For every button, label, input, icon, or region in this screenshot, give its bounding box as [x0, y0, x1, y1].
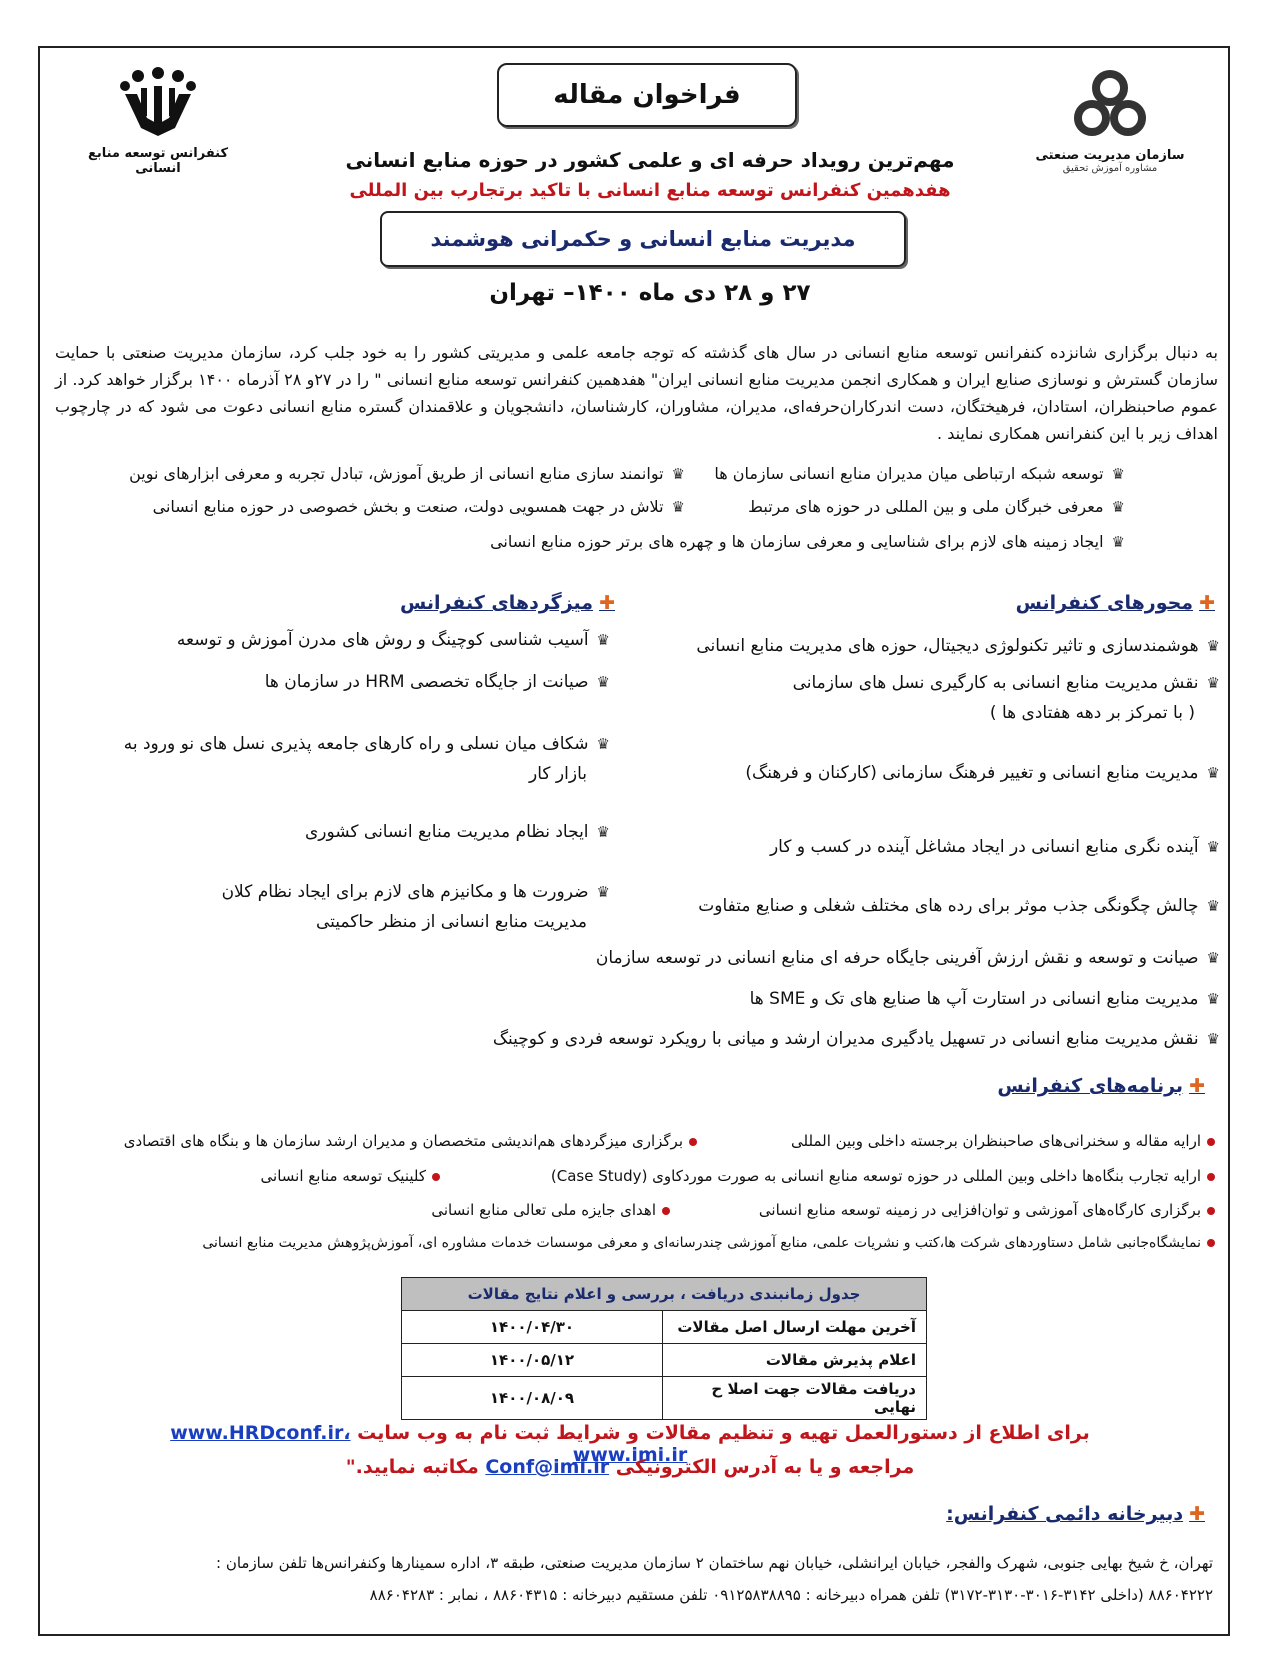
bullet-icon: ♛ [596, 631, 610, 649]
schedule-date: ۱۴۰۰/۰۴/۳۰ [402, 1311, 663, 1344]
schedule-date: ۱۴۰۰/۰۵/۱۲ [402, 1344, 663, 1377]
bullet-icon: ♛ [1206, 764, 1220, 782]
programs-heading: ✚برنامه‌های کنفرانس [997, 1075, 1205, 1097]
bullet-dot-icon [1207, 1207, 1215, 1215]
goal-item: ♛توانمند سازی منابع انسانی از طریق آموزش، تبادل تجربه و معرفی ابزارهای نوین [129, 464, 685, 483]
panel-item-cont: مدیریت منابع انسانی از منظر حاکمیتی [315, 912, 587, 932]
table-row [402, 1377, 927, 1420]
axes-heading: ✚محورهای کنفرانس [1015, 592, 1215, 614]
panel-item: ♛آسیب شناسی کوچینگ و روش های مدرن آموزش و توسعه [176, 630, 610, 650]
program-item: ارایه تجارب بنگاه‌ها داخلی وبین المللی در حوزه توسعه منابع انسانی به صورت موردکاوی (Case Study) [551, 1167, 1215, 1185]
conference-logo [68, 66, 248, 176]
headline: مهم‌ترین رویداد حرفه ای و علمی کشور در حوزه منابع انسانی [345, 148, 955, 172]
table-row [402, 1344, 927, 1377]
axis-item: ♛مدیریت منابع انسانی در استارت آپ ها صنایع های تک و SME ها [749, 989, 1220, 1009]
bullet-icon: ♛ [596, 673, 610, 691]
bullet-icon: ♛ [1206, 990, 1220, 1008]
panel-item: ♛ضرورت ها و مکانیزم های لازم برای ایجاد نظام کلان [221, 882, 610, 902]
plus-icon: ✚ [599, 592, 615, 614]
panel-item: ♛شکاف میان نسلی و راه کارهای جامعه پذیری نسل های نو ورود به [123, 734, 610, 754]
axis-item: ♛هوشمندسازی و تاثیر تکنولوژی دیجیتال، حوزه های مدیریت منابع انسانی [696, 636, 1220, 656]
program-item: اهدای جایزه ملی تعالی منابع انسانی [431, 1201, 670, 1219]
bullet-icon: ♛ [1206, 1030, 1220, 1048]
conference-date: ۲۷ و ۲۸ دی ماه ۱۴۰۰– تهران [489, 280, 811, 306]
bullet-dot-icon [432, 1173, 440, 1181]
plus-icon: ✚ [1189, 1503, 1205, 1525]
imi-logo [1020, 70, 1200, 174]
bullet-icon: ♛ [596, 823, 610, 841]
bullet-icon: ♛ [1111, 498, 1125, 516]
schedule-label: دریافت مقالات جهت اصلا ح نهایی [663, 1377, 927, 1420]
bullet-icon: ♛ [1111, 465, 1125, 483]
conference-logo-caption: کنفرانس توسعه منابع انسانی [87, 146, 229, 176]
plus-icon: ✚ [1189, 1075, 1205, 1097]
program-item: کلینیک توسعه منابع انسانی [261, 1167, 440, 1185]
schedule-table [401, 1277, 927, 1420]
axis-item: ♛نقش مدیریت منابع انسانی در تسهیل یادگیری مدیران ارشد و میانی با رویکرد توسعه فردی و کوچینگ [492, 1029, 1220, 1049]
panel-item: ♛صیانت از جایگاه تخصصی HRM در سازمان ها [264, 672, 610, 692]
bullet-icon: ♛ [671, 465, 685, 483]
panel-item-cont: بازار کار [529, 764, 587, 784]
secretariat-phones: ۸۸۶۰۴۲۲۲ (داخلی ۳۱۴۲-۳۰۱۶-۳۱۳۰-۳۱۷۲) تلفن همراه دبیرخانه : ۰۹۱۲۵۸۳۸۸۹۵ تلفن مستقیم دبیرخانه : ۸۸۶۰۴۳۱۵ ، نمابر : ۸۸۶۰۴۲۸۳ [369, 1586, 1213, 1604]
bullet-icon: ♛ [596, 735, 610, 753]
axis-item: ♛صیانت و توسعه و نقش ارزش آفرینی جایگاه حرفه ای منابع انسانی در توسعه سازمان [595, 948, 1220, 968]
bullet-icon: ♛ [1206, 637, 1220, 655]
conference-theme: مدیریت منابع انسانی و حکمرانی هوشمند [380, 211, 906, 267]
bullet-dot-icon [1207, 1239, 1215, 1247]
page-title: فراخوان مقاله [497, 63, 797, 127]
imi-logo-icon [1070, 70, 1150, 142]
bullet-dot-icon [1207, 1138, 1215, 1146]
bullet-icon: ♛ [671, 498, 685, 516]
goal-item: ♛ایجاد زمینه های لازم برای شناسایی و معرفی سازمان ها و چهره های برتر حوزه منابع انسانی [490, 532, 1125, 551]
axis-item: ♛مدیریت منابع انسانی و تغییر فرهنگ سازمانی (کارکنان و فرهنگ) [745, 763, 1220, 783]
axis-item: ♛نقش مدیریت منابع انسانی به کارگیری نسل های سازمانی [792, 673, 1220, 693]
panels-heading: ✚میزگردهای کنفرانس [399, 592, 615, 614]
bullet-dot-icon [662, 1207, 670, 1215]
axis-item-note: ( با تمرکز بر دهه هفتادی ها ) [989, 703, 1195, 723]
intro-paragraph: به دنبال برگزاری شانزده کنفرانس توسعه منابع انسانی در سال های گذشته که توجه جامعه علمی و مدیریتی کشور را به خود جلب کرد، سازمان مدیریت صنعتی با حمایت سازمان گسترش و نوسازی صنایع ایران و همکاری انجمن مدیریت منابع انسانی ایران" هفدهمین کنفرانس توسعه منابع انسانی " را در ۲۷و ۲۸ آذرماه ۱۴۰۰ برگزار خواهد کرد. از عموم صاحبنظران، استادان، فرهیختگان، دست اندرکاران‌حرفه‌ای، مدیران، مشاوران، کارشناسان، دانشجویان و علاقمندان گستره منابع انسانی دعوت می شود که در چارچوب اهداف زیر با این کنفرانس همکاری نمایند . [55, 343, 1219, 443]
bullet-icon: ♛ [1206, 838, 1220, 856]
table-row [402, 1311, 927, 1344]
panel-item: ♛ایجاد نظام مدیریت منابع انسانی کشوری [304, 822, 610, 842]
website-link[interactable]: www.HRDconf.ir، www.imi.ir [170, 1422, 688, 1466]
contact-line-2: مراجعه و یا به آدرس الکترونیکی Conf@imi.ir مکاتبه نمایید." [345, 1456, 915, 1478]
program-item: برگزاری کارگاه‌های آموزشی و توان‌افزایی در زمینه توسعه منابع انسانی [759, 1201, 1215, 1219]
bullet-icon: ♛ [1206, 674, 1220, 692]
program-item: نمایشگاه‌جانبی شامل دستاوردهای شرکت ها،کتب و نشریات علمی، منابع آموزشی چندرسانه‌ای و معرفی موسسات خدمات مشاوره ای، آموزش‌پژوهش مدیریت منابع انسانی [202, 1235, 1215, 1251]
hrd-logo-icon [113, 66, 203, 140]
axis-item: ♛چالش چگونگی جذب موثر برای رده های مختلف شغلی و صنایع متفاوت [698, 896, 1220, 916]
secretariat-address: تهران، خ شیخ بهایی جنوبی، شهرک والفجر، خیابان ایرانشلی، خیابان نهم ساختمان ۲ سازمان مدیریت صنعتی، طبقه ۳، اداره سمینارها وکنفرانس‌ها تلفن سازمان : [216, 1554, 1213, 1572]
axis-item: ♛آینده نگری منابع انسانی در ایجاد مشاغل آینده در کسب و کار [769, 837, 1220, 857]
schedule-label: آخرین مهلت ارسال اصل مقالات [663, 1311, 927, 1344]
secretariat-heading: ✚دبیرخانه دائمی کنفرانس: [946, 1503, 1205, 1525]
goal-item: ♛تلاش در جهت همسویی دولت، صنعت و بخش خصوصی در حوزه منابع انسانی [152, 497, 685, 516]
schedule-label: اعلام پذیرش مقالات [663, 1344, 927, 1377]
bullet-dot-icon [1207, 1173, 1215, 1181]
contact-line-1: برای اطلاع از دستورالعمل تهیه و تنظیم مقالات و شرایط ثبت نام به وب سایت www.HRDconf.ir، www.imi.ir [170, 1422, 1090, 1466]
conference-subtitle: هفدهمین کنفرانس توسعه منابع انسانی با تاکید برتجارب بین المللی [349, 180, 951, 201]
bullet-icon: ♛ [1206, 949, 1220, 967]
schedule-date: ۱۴۰۰/۰۸/۰۹ [402, 1377, 663, 1420]
program-item: ارایه مقاله و سخنرانی‌های صاحبنظران برجسته داخلی وبین المللی [791, 1132, 1215, 1150]
bullet-icon: ♛ [1206, 897, 1220, 915]
goal-item: ♛معرفی خبرگان ملی و بین المللی در حوزه های مرتبط [748, 497, 1125, 516]
email-link[interactable]: Conf@imi.ir [485, 1456, 610, 1478]
goal-item: ♛توسعه شبکه ارتباطی میان مدیران منابع انسانی سازمان ها [714, 464, 1125, 483]
bullet-icon: ♛ [596, 883, 610, 901]
imi-logo-sub: مشاوره آموزش تحقیق [1062, 163, 1158, 174]
schedule-title: جدول زمانبندی دریافت ، بررسی و اعلام نتایج مقالات [402, 1278, 927, 1311]
bullet-dot-icon [689, 1138, 697, 1146]
plus-icon: ✚ [1199, 592, 1215, 614]
program-item: برگزاری میزگردهای هم‌اندیشی متخصصان و مدیران ارشد سازمان ها و بنگاه های اقتصادی [124, 1132, 697, 1150]
schedule-header-row [402, 1278, 927, 1311]
imi-logo-name: سازمان مدیریت صنعتی [1035, 148, 1185, 163]
bullet-icon: ♛ [1111, 533, 1125, 551]
